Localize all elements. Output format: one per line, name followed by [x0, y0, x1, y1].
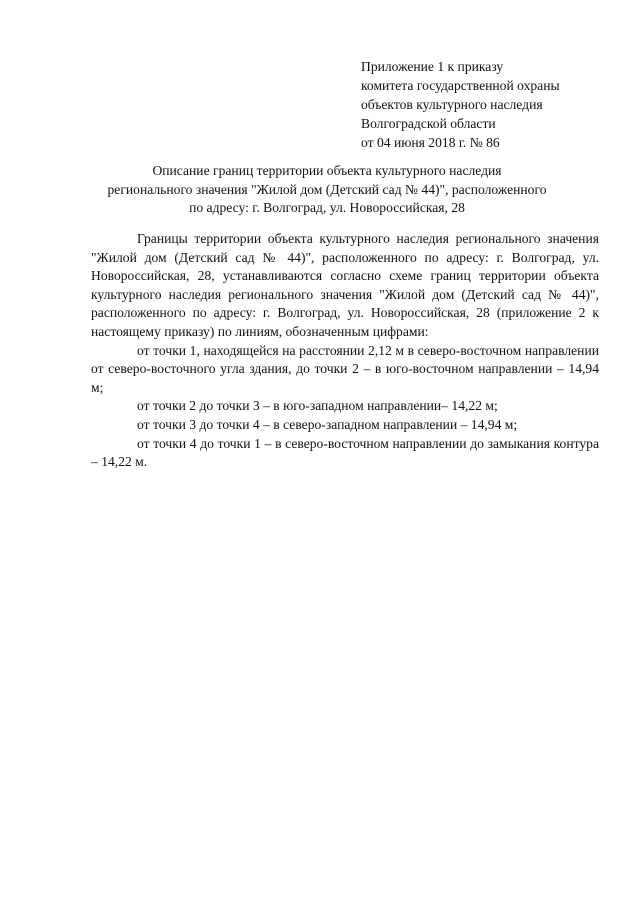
- title-line: по адресу: г. Волгоград, ул. Новороссийская, 28: [189, 200, 465, 215]
- boundary-segment: от точки 2 до точки 3 – в юго-западном направлении– 14,22 м;: [137, 398, 498, 414]
- appendix-line: объектов культурного наследия: [361, 97, 543, 112]
- title-line: регионального значения "Жилой дом (Детский сад № 44)", расположенного: [107, 181, 547, 197]
- boundary-segment: от точки 4 до точки 1 – в северо-восточном направлении до замыкания контура – 14,22 м.: [91, 435, 599, 470]
- appendix-line: комитета государственной охраны: [361, 78, 560, 93]
- document-body: [91, 230, 599, 472]
- appendix-line: Приложение 1 к приказу: [361, 59, 504, 74]
- intro-paragraph: Границы территории объекта культурного наследия регионального значения "Жилой дом (Детский сад № 44)", расположенного по адресу: г. Волгоград, ул. Новороссийская, 28, устанавливаются согласно схеме границ территории объекта культурного наследия регионального значения "Жилой дом (Детский сад № 44)", расположенного по адресу: г. Волгоград, ул. Новороссийская, 28 (приложение 2 к настоящему приказу) по линиям, обозначенным цифрами:: [91, 231, 599, 339]
- title-line: Описание границ территории объекта культурного наследия: [152, 163, 502, 178]
- appendix-date-line: от 04 июня 2018 г. № 86: [361, 135, 500, 150]
- document-title: [80, 162, 574, 218]
- appendix-line: Волгоградской области: [361, 116, 496, 131]
- boundary-segment: от точки 1, находящейся на расстоянии 2,12 м в северо-восточном направлении от северо-восточного угла здания, до точки 2 – в юго-восточном направлении – 14,94 м;: [91, 342, 599, 395]
- boundary-segment: от точки 3 до точки 4 – в северо-западном направлении – 14,94 м;: [137, 416, 518, 432]
- appendix-reference: [361, 57, 631, 152]
